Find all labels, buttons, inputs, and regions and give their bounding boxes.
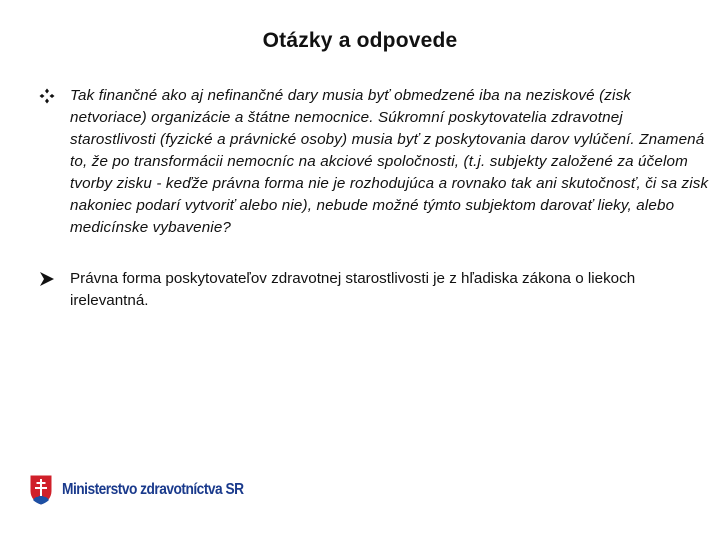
arrowhead-bullet-icon (39, 271, 55, 287)
ministry-logo (28, 472, 273, 508)
diamond-bullet-icon (39, 88, 55, 104)
question-item (70, 85, 710, 239)
question-text: Tak finančné ako aj nefinančné dary musia byť obmedzené iba na neziskové (zisk netvoriace) organizácie a štátne nemocnice. Súkromní poskytovatelia zdravotnej starostlivosti (fyzické a právnické osoby) musia byť z poskytovania darov vylúčení. Znamená to, že po transformácii nemocníc na akciové spoločnosti, (t.j. subjekty založené za účelom tvorby zisku - keďže právna forma nie je rozhodujúca a rovnako tak ani skutočnosť, či sa zisk nakoniec podarí vytvoriť alebo nie), nebude možné týmto subjektom darovať lieky, alebo medicínske vybavenie? (70, 87, 709, 236)
slovak-crest-icon (28, 473, 54, 507)
answer-item (70, 268, 710, 312)
answer-text: Právna forma poskytovateľov zdravotnej starostlivosti je z hľadiska zákona o liekoch irelevantná. (70, 270, 636, 309)
ministry-name: Ministerstvo zdravotníctva SR (62, 481, 244, 498)
slide-title: Otázky a odpovede (262, 29, 458, 52)
